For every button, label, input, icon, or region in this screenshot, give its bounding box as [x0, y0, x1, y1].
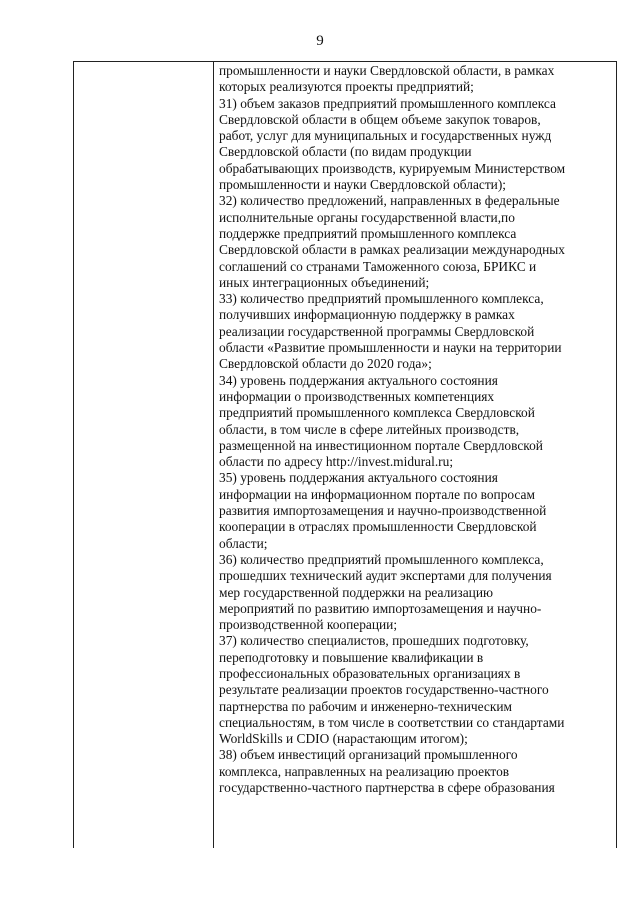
- text-line: области, в том числе в сфере литейных производств,: [219, 421, 520, 437]
- document-table: [73, 61, 617, 848]
- text-line: производственной кооперации;: [219, 617, 398, 633]
- text-line: соглашений со странами Таможенного союза, БРИКС и: [219, 258, 537, 274]
- text-line: 32) количество предложений, направленных в федеральные: [219, 193, 560, 209]
- text-line: промышленности и науки Свердловской области);: [219, 177, 507, 193]
- table-right-cell: [219, 63, 615, 796]
- text-line: получивших информационную поддержку в рамках: [219, 307, 515, 323]
- text-line: Свердловской области до 2020 года»;: [219, 356, 432, 372]
- text-line: 36) количество предприятий промышленного комплекса,: [219, 551, 544, 567]
- text-line: предприятий промышленного комплекса Свердловской: [219, 405, 535, 421]
- text-line: промышленности и науки Свердловской области, в рамках: [219, 63, 555, 78]
- text-line: работ, услуг для муниципальных и государственных нужд: [219, 128, 552, 144]
- text-line: 34) уровень поддержания актуального состояния: [219, 372, 498, 388]
- text-line: 31) объем заказов предприятий промышленного комплекса: [219, 95, 556, 111]
- text-line: исполнительные органы государственной власти,по: [219, 209, 515, 225]
- text-line: области по адресу http://invest.midural.ru;: [219, 454, 454, 470]
- text-line: мероприятий по развитию импортозамещения и научно-: [219, 600, 542, 616]
- text-line: кооперации в отраслях промышленности Свердловской: [219, 519, 537, 535]
- text-line: Свердловской области в общем объеме закупок товаров,: [219, 111, 541, 127]
- text-line: 33) количество предприятий промышленного комплекса,: [219, 291, 544, 307]
- text-line: комплекса, направленных на реализацию проектов: [219, 763, 510, 779]
- text-line: информации на информационном портале по вопросам: [219, 486, 535, 502]
- text-line: поддержке предприятий промышленного комплекса: [219, 225, 517, 241]
- text-line: мер государственной поддержки на реализацию: [219, 584, 493, 600]
- text-line: которых реализуются проекты предприятий;: [219, 79, 474, 95]
- text-line: области «Развитие промышленности и науки на территории: [219, 340, 562, 356]
- text-line: переподготовку и повышение квалификации в: [219, 649, 484, 665]
- page-number: 9: [316, 33, 324, 49]
- table-left-cell: [74, 62, 214, 848]
- text-line: реализации государственной программы Свердловской: [219, 323, 535, 339]
- text-line: результате реализации проектов государственно-частного: [219, 682, 549, 698]
- text-line: профессиональных образовательных организациях в: [219, 665, 521, 681]
- text-line: иных интеграционных объединений;: [219, 274, 430, 290]
- text-line: WorldSkills и CDIO (нарастающим итогом);: [219, 731, 468, 747]
- text-line: развития импортозамещения и научно-производственной: [219, 503, 547, 519]
- text-line: информации о производственных компетенциях: [219, 388, 495, 404]
- text-line: специальностям, в том числе в соответствии со стандартами: [219, 714, 565, 730]
- text-line: размещенной на инвестиционном портале Свердловской: [219, 437, 543, 453]
- text-line: обрабатывающих производств, курируемым Министерством: [219, 160, 566, 176]
- text-line: Свердловской области (по видам продукции: [219, 144, 472, 160]
- text-line: 35) уровень поддержания актуального состояния: [219, 470, 498, 486]
- text-line: 37) количество специалистов, прошедших подготовку,: [219, 633, 529, 649]
- text-line: области;: [219, 535, 268, 551]
- text-line: Свердловской области в рамках реализации международных: [219, 242, 565, 258]
- text-line: 38) объем инвестиций организаций промышленного: [219, 747, 518, 763]
- text-line: партнерства по рабочим и инженерно-техническим: [219, 698, 512, 714]
- text-line: государственно-частного партнерства в сфере образования: [219, 780, 555, 796]
- text-line: прошедших технический аудит экспертами для получения: [219, 568, 552, 584]
